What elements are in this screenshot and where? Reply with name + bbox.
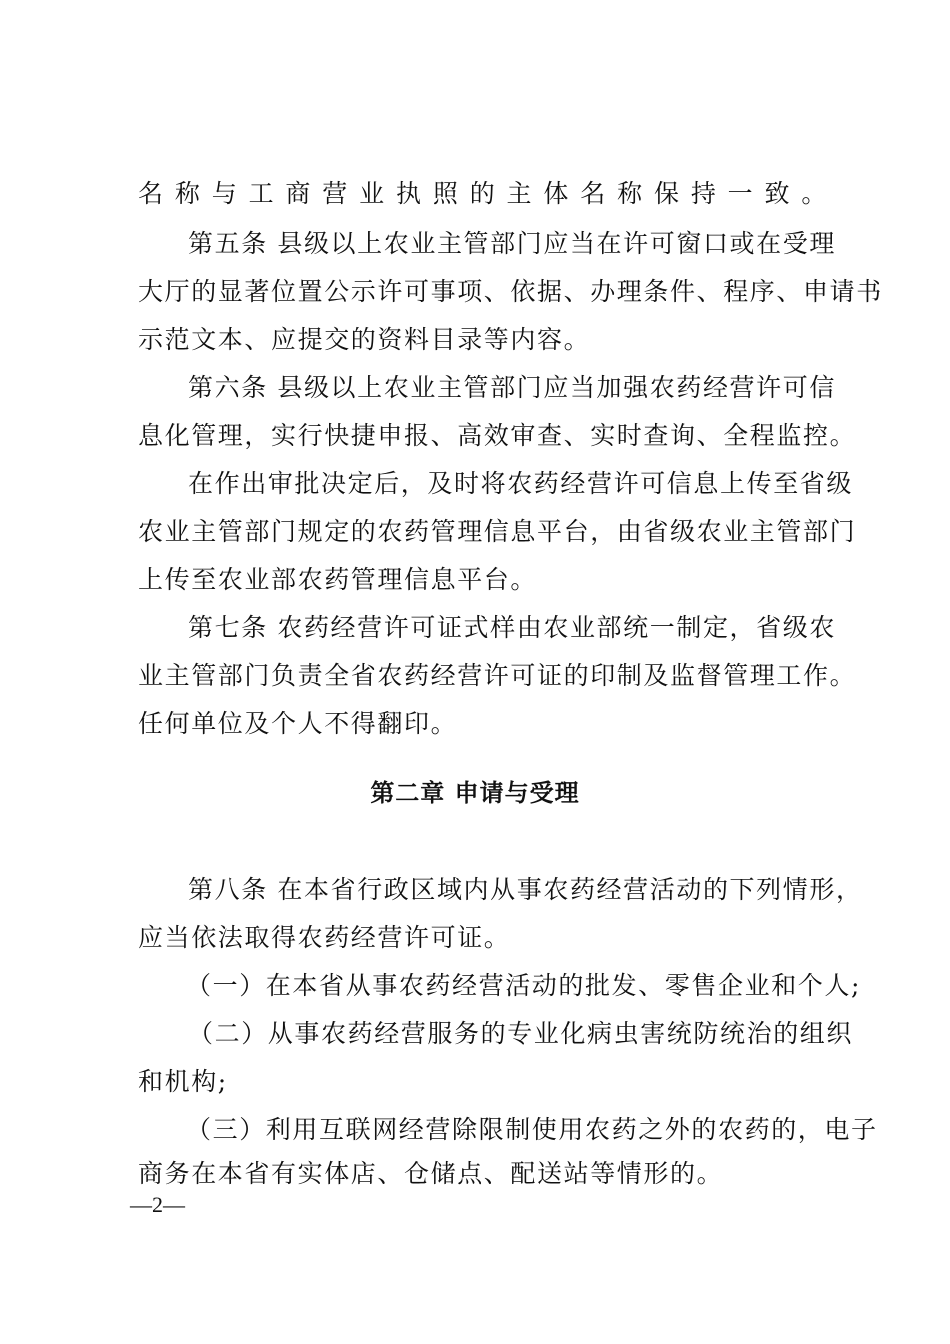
paragraph-line: 大厅的显著位置公示许可事项、依据、办理条件、程序、申请书 (138, 277, 883, 306)
paragraph-line: 和机构; (138, 1067, 228, 1096)
paragraph-line: 在作出审批决定后，及时将农药经营许可信息上传至省级 (188, 469, 854, 498)
paragraph-line: 业主管部门负责全省农药经营许可证的印制及监督管理工作。 (138, 661, 857, 690)
paragraph-line: 农业主管部门规定的农药管理信息平台，由省级农业主管部门 (138, 517, 857, 546)
paragraph-line: 商务在本省有实体店、仓储点、配送站等情形的。 (138, 1159, 724, 1188)
list-item-2: （二）从事农药经营服务的专业化病虫害统防统治的组织 (188, 1019, 854, 1048)
paragraph-line: 名称与工商营业执照的主体名称保持一致。 (138, 179, 828, 208)
paragraph-line: 息化管理，实行快捷申报、高效审查、实时查询、全程监控。 (138, 421, 857, 450)
paragraph-line: 应当依法取得农药经营许可证。 (138, 923, 511, 952)
paragraph-line: 上传至农业部农药管理信息平台。 (138, 565, 538, 594)
article-7-line: 第七条 农药经营许可证式样由农业部统一制定，省级农 (188, 613, 836, 642)
article-8-line: 第八条 在本省行政区域内从事农药经营活动的下列情形， (188, 875, 863, 904)
article-5-line: 第五条 县级以上农业主管部门应当在许可窗口或在受理 (188, 229, 836, 258)
list-item-1: （一）在本省从事农药经营活动的批发、零售企业和个人; (186, 971, 862, 1000)
chapter-title: 第二章 申请与受理 (370, 779, 580, 807)
paragraph-line: 任何单位及个人不得翻印。 (138, 709, 458, 738)
list-item-3: （三）利用互联网经营除限制使用农药之外的农药的，电子 (186, 1115, 878, 1144)
page-number: —2— (130, 1192, 185, 1217)
article-6-line: 第六条 县级以上农业主管部门应当加强农药经营许可信 (188, 373, 836, 402)
paragraph-line: 示范文本、应提交的资料目录等内容。 (138, 325, 591, 354)
